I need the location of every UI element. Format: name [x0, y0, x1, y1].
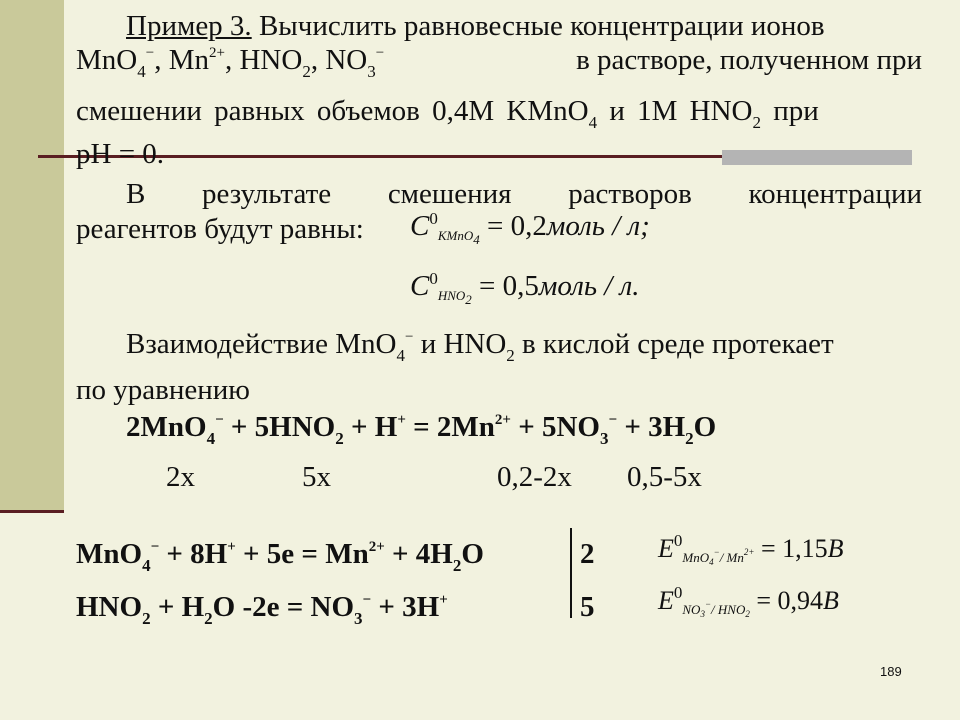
coefficient-oxidation: 5	[580, 591, 595, 623]
formula-kmno4: $C^0KMnO_4$ = 0,2моль / л;	[410, 209, 650, 247]
divider-accent	[722, 150, 912, 165]
problem-line-4: pH = 0.	[76, 138, 165, 170]
coefficient-reduction: 2	[580, 538, 595, 570]
main-equation: $2MnO_4^- + 5HNO_2 + H^+ = 2Mn^{2+} + 5NO_3^- + 3H_2O$	[126, 411, 717, 448]
interaction-line-2: по уравнению	[76, 374, 250, 406]
sidebar-edge-line	[0, 510, 64, 513]
potential-no3-hno2: $E^0NO_3-/$ $HNO_2 = 0,94B$	[658, 583, 839, 619]
value-mno4: 2x	[166, 461, 195, 493]
page-number: 189	[880, 664, 902, 679]
problem-line-1: Пример 3. Вычислить равновесные концентрации ионов	[126, 10, 825, 42]
half-reaction-reduction: $MnO_4^- + 8H^+ + 5e = Mn^{2+} + 4H_2O$	[76, 538, 484, 575]
result-line-1: В результате смешения растворов концентрации	[126, 178, 922, 210]
value-no3: 0,5-5x	[627, 461, 702, 493]
value-mn: 0,2-2x	[497, 461, 572, 493]
interaction-line-1: Взаимодействие MnO$_4$− и $HNO_2$ в кислой среде протекает	[126, 328, 834, 365]
problem-label: Пример 3.	[126, 10, 252, 42]
formula-hno2: $C^0HNO_2$ = 0,5моль / л.	[410, 269, 640, 307]
problem-line-2: MnO$_4$−, $Mn^{2+}$, $HNO_2$, $NO_3^-$ в растворе, полученном при	[76, 44, 922, 81]
sidebar-band	[0, 0, 64, 512]
potential-mno4-mn: $E^0MnO_4-/$ Mn2+ = 1,15B	[658, 531, 844, 567]
coefficient-divider	[570, 528, 572, 618]
result-line-2: реагентов будут равны:	[76, 213, 364, 245]
half-reaction-oxidation: $HNO_2 + H_2O$ $-2e = NO_3^- + 3H^+$	[76, 591, 448, 628]
value-hno2: 5x	[302, 461, 331, 493]
problem-line-3: смешении равных объемов 0,4М KMnO$_4$ и 1М $HNO_2$ при	[76, 95, 819, 132]
